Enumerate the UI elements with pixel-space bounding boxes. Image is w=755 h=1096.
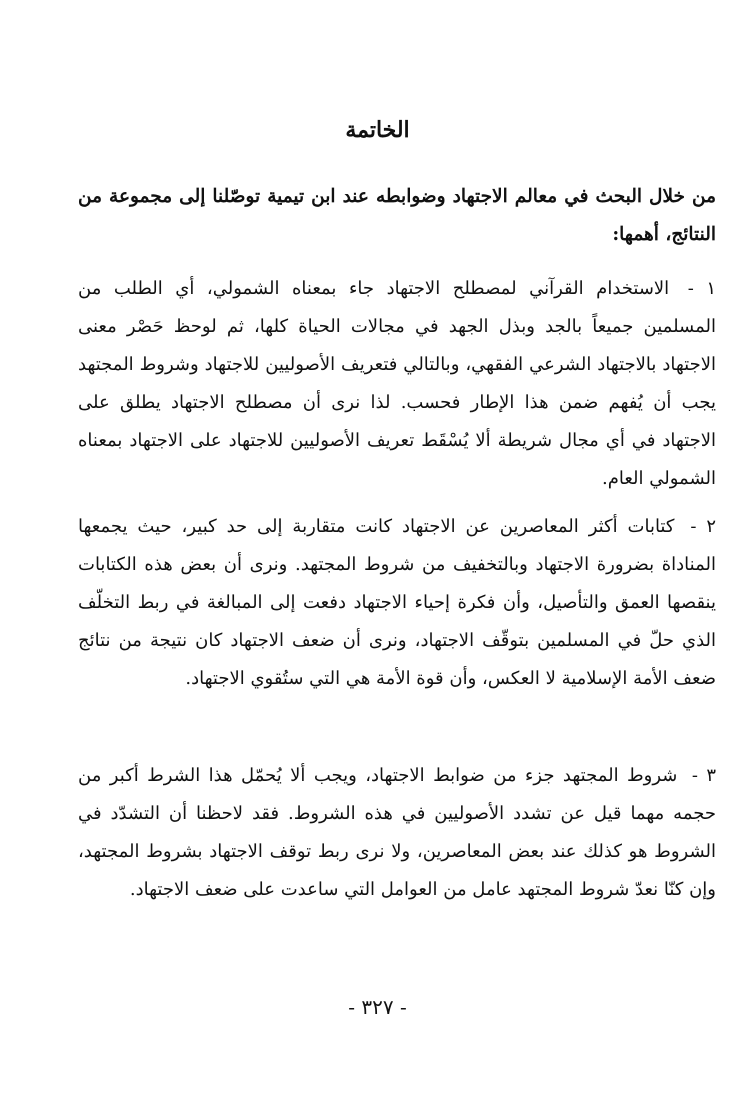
- page-title: الخاتمة: [345, 117, 410, 143]
- page-number: - ٣٢٧ -: [348, 995, 407, 1019]
- item-text: كتابات أكثر المعاصرين عن الاجتهاد كانت متقاربة إلى حد كبير، حيث يجمعها المناداة بضرورة الاجتهاد وبالتخفيف من شروط المجتهد. ونرى أن بعض هذه الكتابات ينقصها العمق والتأصيل، وأن فكرة إحياء الاجتهاد دفعت إلى المبالغة في ربط التخلّف الذي حلّ في المسلمين بتوقّف الاجتهاد، ونرى أن ضعف الاجتهاد كان نتيجة من نتائج ضعف الأمة الإسلامية لا العكس، وأن قوة الأمة هي التي ستُقوي الاجتهاد.: [78, 516, 716, 689]
- item-text: الاستخدام القرآني لمصطلح الاجتهاد جاء بمعناه الشمولي، أي الطلب من المسلمين جميعاً بالجد وبذل الجهد في مجالات الحياة كلها، ثم لوحظ حَصْر معنى الاجتهاد بالاجتهاد الشرعي الفقهي، وبالتالي فتعريف الأصوليين للاجتهاد وشروط المجتهد يجب أن يُفهم ضمن هذا الإطار فحسب. لذا نرى أن مصطلح الاجتهاد يطلق على الاجتهاد في أي مجال شريطة ألا يُسْقَط تعريف الأصوليين للاجتهاد على الاجتهاد بمعناه الشمولي العام.: [78, 278, 716, 489]
- item-number: ١ -: [687, 278, 717, 299]
- item-text: شروط المجتهد جزء من ضوابط الاجتهاد، ويجب ألا يُحمّل هذا الشرط أكبر من حجمه مهما قيل عن تشدد الأصوليين في هذه الشروط. فقد لاحظنا أن التشدّد في الشروط هو كذلك عند بعض المعاصرين، ولا نرى ربط توقف الاجتهاد بشروط المجتهد، وإن كنّا نعدّ شروط المجتهد عامل من العوامل التي ساعدت على ضعف الاجتهاد.: [78, 765, 716, 900]
- conclusion-item-2: [78, 508, 716, 698]
- item-number: ٢ -: [690, 516, 716, 537]
- conclusion-item-3: [78, 757, 716, 909]
- conclusion-item-1: [78, 270, 716, 498]
- item-number: ٣ -: [691, 765, 716, 786]
- intro-paragraph: من خلال البحث في معالم الاجتهاد وضوابطه عند ابن تيمية توصّلنا إلى مجموعة من النتائج، أهمها:: [78, 186, 716, 245]
